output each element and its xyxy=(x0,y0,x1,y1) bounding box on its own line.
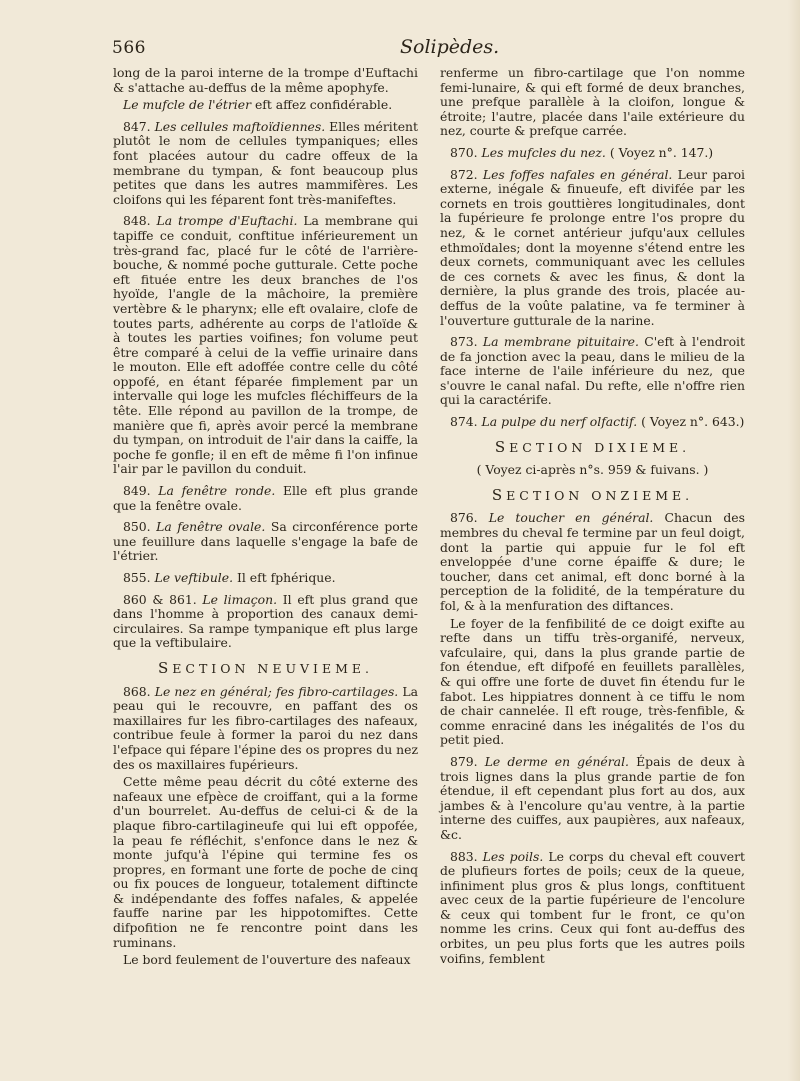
paragraph-lead: La fenêtre ronde. xyxy=(158,483,276,499)
paragraph-text: Le corps du cheval eft couvert de plufieurs fortes de poils; ceux de la queue, infiniment plus gros & plus longs, conftituent avec ceux de la partie fupérieure de l'encolure & ceux qui tombent fur le front, ce qu'on nomme les crins. Ceux qui font au-deffus des orbites, un peu plus forts que les autres poils voifins, femblent xyxy=(440,848,745,966)
paragraph-text: Le foyer de la fenfibilité de ce doigt exifte au refte dans un tiffu très-organifé, nerveux, vafculaire, qui, dans la plus grande partie de fon étendue, eft difpofé en feuillets parallèles, & qui offre une forte de duvet fin étendu fur le fabot. Les hippiatres donnent à ce tiffu le nom de chair cannelée. Il eft rouge, très-fenfible, & comme enraciné dans les inégalités de l'os du petit pied. xyxy=(440,615,745,748)
paragraph-text: Cette même peau décrit du côté externe des nafeaux une efpèce de croiffant, qui a la forme d'un bourrelet. Au-deffus de celui-ci & de la plaque fibro-cartilagineufe qui lui eft oppofée, la peau fe réfléchit, s'enfonce dans le nez & monte jufqu'à l'épine qui termine fes os propres, en formant une forte de poche de cinq ou fix pouces de longueur, totalement diftincte & indépendante des foffes nafales, & appelée fauffe narine par les hippotomiftes. Cette difpofition ne fe rencontre point dans les ruminans. xyxy=(113,774,418,950)
paragraph-number: 848. xyxy=(123,213,157,229)
paragraph-lead: Les mufcles du nez. xyxy=(481,144,606,160)
paragraph-lead: La trompe d'Euftachi. xyxy=(156,213,298,229)
section-heading-neuvieme: SECTION NEUVIEME. xyxy=(158,658,373,677)
right-column-paragraphs xyxy=(440,66,745,430)
paragraph xyxy=(440,168,745,329)
paragraph-number: 879. xyxy=(450,753,485,769)
paragraph xyxy=(113,775,418,950)
paragraph-lead: Le derme en général. xyxy=(484,753,629,769)
paragraph-lead: Les poils. xyxy=(482,848,544,864)
paragraph xyxy=(113,98,418,113)
page-header xyxy=(0,38,800,62)
paragraph xyxy=(113,571,418,586)
paragraph-text: Le bord feulement de l'ouverture des nafeaux xyxy=(123,952,411,968)
paragraph-text: La membrane qui tapiffe ce conduit, conftitue inférieurement un très-grand fac, placé fur le côté de l'arrière-bouche, & nommé poche gutturale. Cette poche eft fituée entre les deux branches de l'os hyoïde, l'angle de la mâchoire, la première vertèbre & le pharynx; elle eft ovalaire, clofe de toutes parts, adhérente au corps de l'atloïde & à toutes les parties voifines; fon volume peut être comparé à celui de la veffie urinaire dans le mouton. Elle eft adoffée contre celle du côté oppofé, en étant féparée fimplement par un intervalle qui loge les mufcles fléchiffeurs de la tête. Elle répond au pavillon de la trompe, de manière que fi, après avoir percé la membrane du tympan, on introduit de l'air dans la caiffe, la poche fe gonfle; il en eft de même fi l'on infinue l'air par le pavillon du conduit. xyxy=(113,213,418,477)
paragraph-number: 876. xyxy=(450,510,489,526)
paragraph-number: 849. xyxy=(123,483,159,499)
paragraph xyxy=(440,511,745,613)
paragraph-lead: Les foffes nafales en général. xyxy=(482,166,673,182)
paragraph xyxy=(440,617,745,748)
paragraph-lead: Le mufcle de l'étrier xyxy=(123,97,252,113)
paragraph xyxy=(113,685,418,773)
paragraph-text: C'eft à l'endroit de fa jonction avec la peau, dans le milieu de la face interne de l'aile inférieure du nez, que s'ouvre le canal nafal. Du refte, elle n'offre rien qui la caractérife. xyxy=(440,334,745,408)
paragraph xyxy=(113,484,418,513)
paragraph-text: renferme un fibro-cartilage que l'on nomme femi-lunaire, & qui eft formé de deux branches, une prefque parallèle à la cloifon, longue & étroite; l'autre, placée dans l'aile extérieure du nez, courte & prefque carrée. xyxy=(440,65,745,139)
page-edge xyxy=(788,0,800,1081)
right-column xyxy=(440,66,745,969)
paragraph-text: ( Voyez n°. 147.) xyxy=(605,144,714,160)
paragraph-text: Épais de deux à trois lignes dans la plus grande partie de fon étendue, il eft cependant plus fort au dos, aux jambes & à l'encolure qu'au ventre, à la partie interne des cuiffes, aux paupières, aux nafeaux, &c. xyxy=(440,753,746,842)
left-column-paragraphs-2 xyxy=(113,685,418,968)
paragraph xyxy=(440,66,745,139)
paragraph xyxy=(440,335,745,408)
section-heading-dixieme: SECTION DIXIEME. xyxy=(494,437,691,456)
paragraph-number: 850. xyxy=(123,519,157,535)
paragraph-text: Elle eft plus grande que la fenêtre ovale. xyxy=(113,483,418,513)
paragraph xyxy=(113,593,418,651)
page-number: 566 xyxy=(112,38,146,58)
paragraph-text: Il eft fphérique. xyxy=(233,570,336,585)
paragraph-lead: Le limaçon. xyxy=(202,591,278,607)
paragraph-number: 883. xyxy=(450,848,483,864)
paragraph-number: 855. xyxy=(123,570,155,585)
paragraph-text: Elles méritent plutôt le nom de cellules tympaniques; elles font placées autour du cadre offeux de la membrane du tympan, & font beaucoup plus petites que dans les autres mammifères. Les cloifons qui les féparent font très-manifeftes. xyxy=(113,118,419,207)
paragraph-lead: La pulpe du nerf olfactif. xyxy=(481,414,638,430)
paragraph-number: 874. xyxy=(450,414,482,430)
paragraph-text: long de la paroi interne de la trompe d'Euftachi & s'attache au-deffus de la même apophyfe. xyxy=(113,65,418,95)
left-column xyxy=(113,66,418,971)
paragraph-text: Il eft plus grand que dans l'homme à proportion des canaux demi-circulaires. Sa rampe tympanique eft plus large que la veftibulaire. xyxy=(113,591,418,651)
paragraph xyxy=(440,755,745,843)
paragraph xyxy=(113,120,418,208)
paragraph-number: 847. xyxy=(123,118,155,134)
paragraph xyxy=(113,520,418,564)
paragraph-lead: Le toucher en général. xyxy=(488,510,654,526)
paragraph xyxy=(113,66,418,95)
paragraph-number: 868. xyxy=(123,683,155,699)
paragraph-lead: La membrane pituitaire. xyxy=(482,334,639,350)
paragraph xyxy=(440,850,745,967)
paragraph-lead: Le veftibule. xyxy=(154,570,234,585)
paragraph-lead: Les cellules maftoïdiennes. xyxy=(154,118,326,134)
cross-reference-note: ( Voyez ci-après n°s. 959 & fuivans. ) xyxy=(476,462,709,478)
paragraph-text: eft affez confidérable. xyxy=(251,97,393,113)
running-head: Solipèdes. xyxy=(400,36,500,58)
paragraph-text: La peau qui le recouvre, en paffant des os maxillaires fur les fibro-cartilages des nafeaux, contribue feule à former la paroi du nez dans l'efpace qui fépare l'épine des os propres du nez des os maxillaires fupérieurs. xyxy=(113,683,418,772)
paragraph-number: 873. xyxy=(450,334,483,350)
paragraph-number: 870. xyxy=(450,144,482,160)
right-column-paragraphs-2 xyxy=(440,511,745,966)
section-heading-onzieme: SECTION ONZIEME. xyxy=(491,485,694,504)
paragraph xyxy=(113,214,418,477)
paragraph xyxy=(113,953,418,968)
paragraph-number: 860 & 861. xyxy=(123,591,203,607)
paragraph-number: 872. xyxy=(450,166,483,182)
paragraph xyxy=(440,415,745,430)
paragraph-lead: Le nez en général; fes fibro-cartilages. xyxy=(154,683,399,699)
paragraph-text: ( Voyez n°. 643.) xyxy=(637,414,745,430)
paragraph-text: Chacun des membres du cheval fe termine par un feul doigt, dont la partie qui appuie fur le fol eft enveloppée d'une corne épaiffe & dure; le toucher, dans cet animal, eft donc borné à la perception de la folidité, de la température du fol, & à la menfuration des diftances. xyxy=(440,510,746,613)
paragraph xyxy=(440,146,745,161)
paragraph-text: Sa circonférence porte une feuillure dans laquelle s'engage la bafe de l'étrier. xyxy=(113,519,418,564)
paragraph-lead: La fenêtre ovale. xyxy=(156,519,266,535)
paragraph-text: Leur paroi externe, inégale & finueufe, eft divifée par les cornets en trois gouttières longitudinales, dont la fupérieure fe prolonge entre l'os propre du nez, & le cornet antérieur jufqu'aux cellules ethmoïdales; dont la moyenne s'étend entre les deux cornets, communiquant avec les cellules de ces cornets & avec les finus, & dont la dernière, la plus grande des trois, placée au-deffus de la voûte palatine, va fe terminer à l'ouverture gutturale de la narine. xyxy=(440,166,745,328)
left-column-paragraphs xyxy=(113,66,418,651)
